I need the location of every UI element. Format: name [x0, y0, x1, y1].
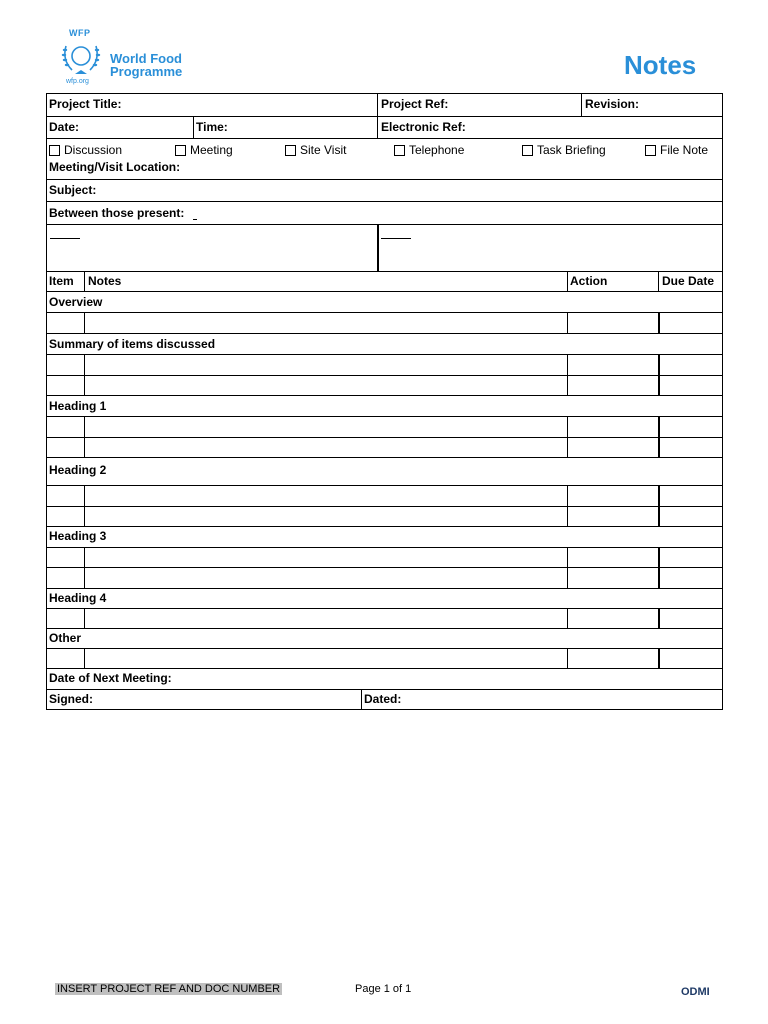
option-label: Site Visit [300, 143, 347, 157]
section-other: Other [49, 631, 82, 645]
footer-page-number: Page 1 of 1 [355, 983, 412, 995]
task-briefing-checkbox[interactable] [522, 145, 533, 156]
notes-column-header: Notes [88, 274, 122, 288]
footer-project-ref: INSERT PROJECT REF AND DOC NUMBER [57, 983, 281, 995]
section-heading-2: Heading 2 [49, 463, 107, 477]
logo-name-line2: Programme [110, 64, 183, 79]
subject-label: Subject: [49, 183, 97, 197]
option-label: Telephone [409, 143, 465, 157]
item-column-header: Item [49, 274, 74, 288]
option-file-note[interactable] [645, 143, 708, 157]
present-right-field[interactable] [381, 238, 411, 239]
time-label: Time: [196, 120, 228, 134]
meeting-checkbox[interactable] [175, 145, 186, 156]
option-telephone[interactable] [394, 143, 464, 157]
dated-label: Dated: [364, 692, 402, 706]
option-label: Task Briefing [537, 143, 606, 157]
section-summary: Summary of items discussed [49, 337, 216, 351]
present-label: Between those present: [49, 206, 185, 220]
electronic-ref-label: Electronic Ref: [381, 120, 466, 134]
option-task-briefing[interactable] [522, 143, 606, 157]
revision-label: Revision: [585, 97, 640, 111]
discussion-checkbox[interactable] [49, 145, 60, 156]
site-visit-checkbox[interactable] [285, 145, 296, 156]
logo-name-line1: World Food [110, 51, 182, 66]
present-left-field[interactable] [50, 238, 80, 239]
signed-label: Signed: [49, 692, 93, 706]
option-label: Discussion [64, 143, 123, 157]
present-field-cursor [193, 219, 197, 220]
due-date-column-header: Due Date [662, 274, 715, 288]
project-ref-label: Project Ref: [381, 97, 449, 111]
section-heading-4: Heading 4 [49, 591, 107, 605]
location-label: Meeting/Visit Location: [49, 160, 181, 174]
next-meeting-label: Date of Next Meeting: [49, 671, 172, 685]
section-heading-3: Heading 3 [49, 529, 107, 543]
section-heading-1: Heading 1 [49, 399, 107, 413]
option-label: File Note [660, 143, 709, 157]
date-label: Date: [49, 120, 80, 134]
logo-url: wfp.org [66, 78, 89, 85]
action-column-header: Action [570, 274, 608, 288]
document-title: Notes [624, 50, 697, 80]
option-label: Meeting [190, 143, 233, 157]
option-site-visit[interactable] [285, 143, 346, 157]
logo-abbreviation: WFP [69, 28, 91, 38]
file-note-checkbox[interactable] [645, 145, 656, 156]
option-discussion[interactable] [49, 143, 122, 157]
telephone-checkbox[interactable] [394, 145, 405, 156]
project-title-label: Project Title: [49, 97, 122, 111]
footer-code: ODMI [681, 986, 710, 998]
option-meeting[interactable] [175, 143, 233, 157]
section-overview: Overview [49, 295, 103, 309]
